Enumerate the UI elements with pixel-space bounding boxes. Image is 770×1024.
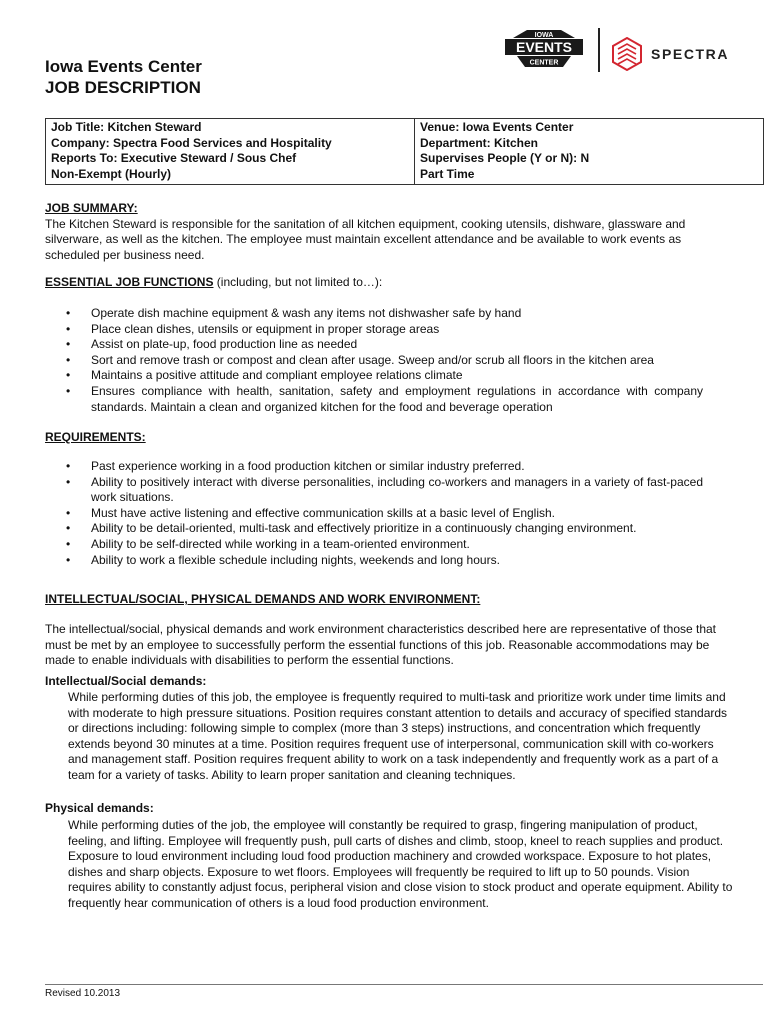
- essential-functions-heading-row: [45, 275, 735, 291]
- list-item: • Operate dish machine equipment & wash any items not dishwasher safe by hand: [63, 306, 703, 322]
- essential-functions-heading: ESSENTIAL JOB FUNCTIONS: [45, 275, 214, 289]
- revision-date: Revised 10.2013: [45, 988, 121, 999]
- intellectual-demands-text: While performing duties of this job, the employee is frequently required to multi-task and prioritize work under time limits and with moderate to high pressure situations. Position requires constant attention to details and accuracy of specified standards or directions including: following simple to complex (more than 3 steps) instructions, and concentration which frequently extends beyond 30 minutes at a time. Position requires frequent use of interpersonal, communication skill with co-workers and management staff. Position requires frequent ability to work on a task independently and frequently work as a part of a team for a variety of tasks. Ability to learn proper sanitation and cleaning techniques.: [68, 690, 728, 782]
- supervises-people: Supervises People (Y or N): N: [420, 151, 590, 166]
- job-summary-section: [45, 201, 735, 263]
- physical-demands-text: While performing duties of the job, the employee will constantly be required to grasp, fingering manipulation of product, feeling, and lifting. Employee will frequently push, pull carts of dishes and climb, stoop, kneel to reach supplies and product. Exposure to loud environment including loud food production machinery and crowded workspace. Exposure to hot plates, dishes and sharp objects. Exposure to wet floors. Employees will frequently be required to lift up to 50 pounds. Vision requires ability to constantly adjust focus, peripheral vision and close vision to stock product and operate equipment. Ability to frequently hear communication of others is a loud food production environment.: [68, 818, 733, 910]
- job-info-left-cell: [46, 119, 415, 185]
- logo-events-text: EVENTS: [515, 39, 573, 55]
- demands-intro: The intellectual/social, physical demands and work environment characteristics described here are representative of those that must be met by an employee to successfully perform the essential functions of this job. Reasonable accommodations may be made to enable individuals with disabilities to perform the essential functions.: [45, 622, 717, 667]
- job-summary-text: The Kitchen Steward is responsible for the sanitation of all kitchen equipment, cooking utensils, dishware, glassware and silverware, as well as the kitchen. The employee must maintain excellent attendance and be available to work events as scheduled per business need.: [45, 216, 686, 262]
- essential-functions-note: (including, but not limited to…):: [213, 275, 383, 289]
- job-info-right-cell: [415, 119, 764, 185]
- physical-demands-heading: Physical demands:: [45, 801, 154, 815]
- org-title: Iowa Events Center: [45, 57, 202, 76]
- list-item: • Ability to be detail-oriented, multi-task and effectively prioritize in a continuously changing environment.: [63, 521, 703, 537]
- list-item: • Past experience working in a food production kitchen or similar industry preferred.: [63, 459, 703, 475]
- document-title: JOB DESCRIPTION: [45, 78, 201, 97]
- logo-iowa-text: IOWA: [534, 32, 554, 39]
- list-item: • Place clean dishes, utensils or equipment in proper storage areas: [63, 322, 703, 338]
- list-item: • Ability to work a flexible schedule including nights, weekends and long hours.: [63, 553, 703, 569]
- reports-to: Reports To: Executive Steward / Sous Chef: [51, 151, 297, 166]
- list-item: • Ability to positively interact with diverse personalities, including co-workers and managers in a variety of fast-paced work situations.: [63, 475, 703, 506]
- job-title: Job Title: Kitchen Steward: [51, 120, 202, 134]
- requirements-list: [63, 459, 703, 568]
- demands-heading-row: [45, 592, 735, 608]
- employment-type: Part Time: [420, 166, 475, 181]
- venue: Venue: Iowa Events Center: [420, 120, 574, 134]
- list-item: • Must have active listening and effective communication skills at a basic level of English.: [63, 506, 703, 522]
- logo-divider: [598, 28, 600, 72]
- list-item: • Assist on plate-up, food production line as needed: [63, 337, 703, 353]
- iowa-events-center-logo: [503, 24, 585, 74]
- department: Department: Kitchen: [420, 135, 539, 150]
- list-item: • Ensures compliance with health, sanitation, safety and employment regulations in accordance with company standards. Maintain a clean and organized kitchen for the food and beverage operation: [63, 384, 703, 415]
- list-item: • Sort and remove trash or compost and clean after usage. Sweep and/or scrub all floors in the kitchen area: [63, 353, 703, 369]
- logo-center-text: CENTER: [529, 59, 559, 67]
- intellectual-demands-heading: Intellectual/Social demands:: [45, 674, 207, 688]
- list-item: • Ability to be self-directed while working in a team-oriented environment.: [63, 537, 703, 553]
- list-item: • Maintains a positive attitude and compliant employee relations climate: [63, 368, 703, 384]
- requirements-heading: REQUIREMENTS:: [45, 430, 146, 444]
- requirements-heading-row: [45, 430, 735, 446]
- company: Company: Spectra Food Services and Hospitality: [51, 135, 332, 150]
- job-info-table: [45, 118, 764, 185]
- footer-rule: [45, 984, 763, 985]
- demands-heading: INTELLECTUAL/SOCIAL, PHYSICAL DEMANDS AND WORK ENVIRONMENT:: [45, 592, 481, 606]
- exempt-status: Non-Exempt (Hourly): [51, 166, 171, 181]
- spectra-wordmark: SPECTRA: [651, 46, 730, 62]
- spectra-logo-mark: [612, 37, 642, 71]
- job-summary-heading: JOB SUMMARY:: [45, 201, 138, 215]
- essential-functions-list: [63, 306, 703, 415]
